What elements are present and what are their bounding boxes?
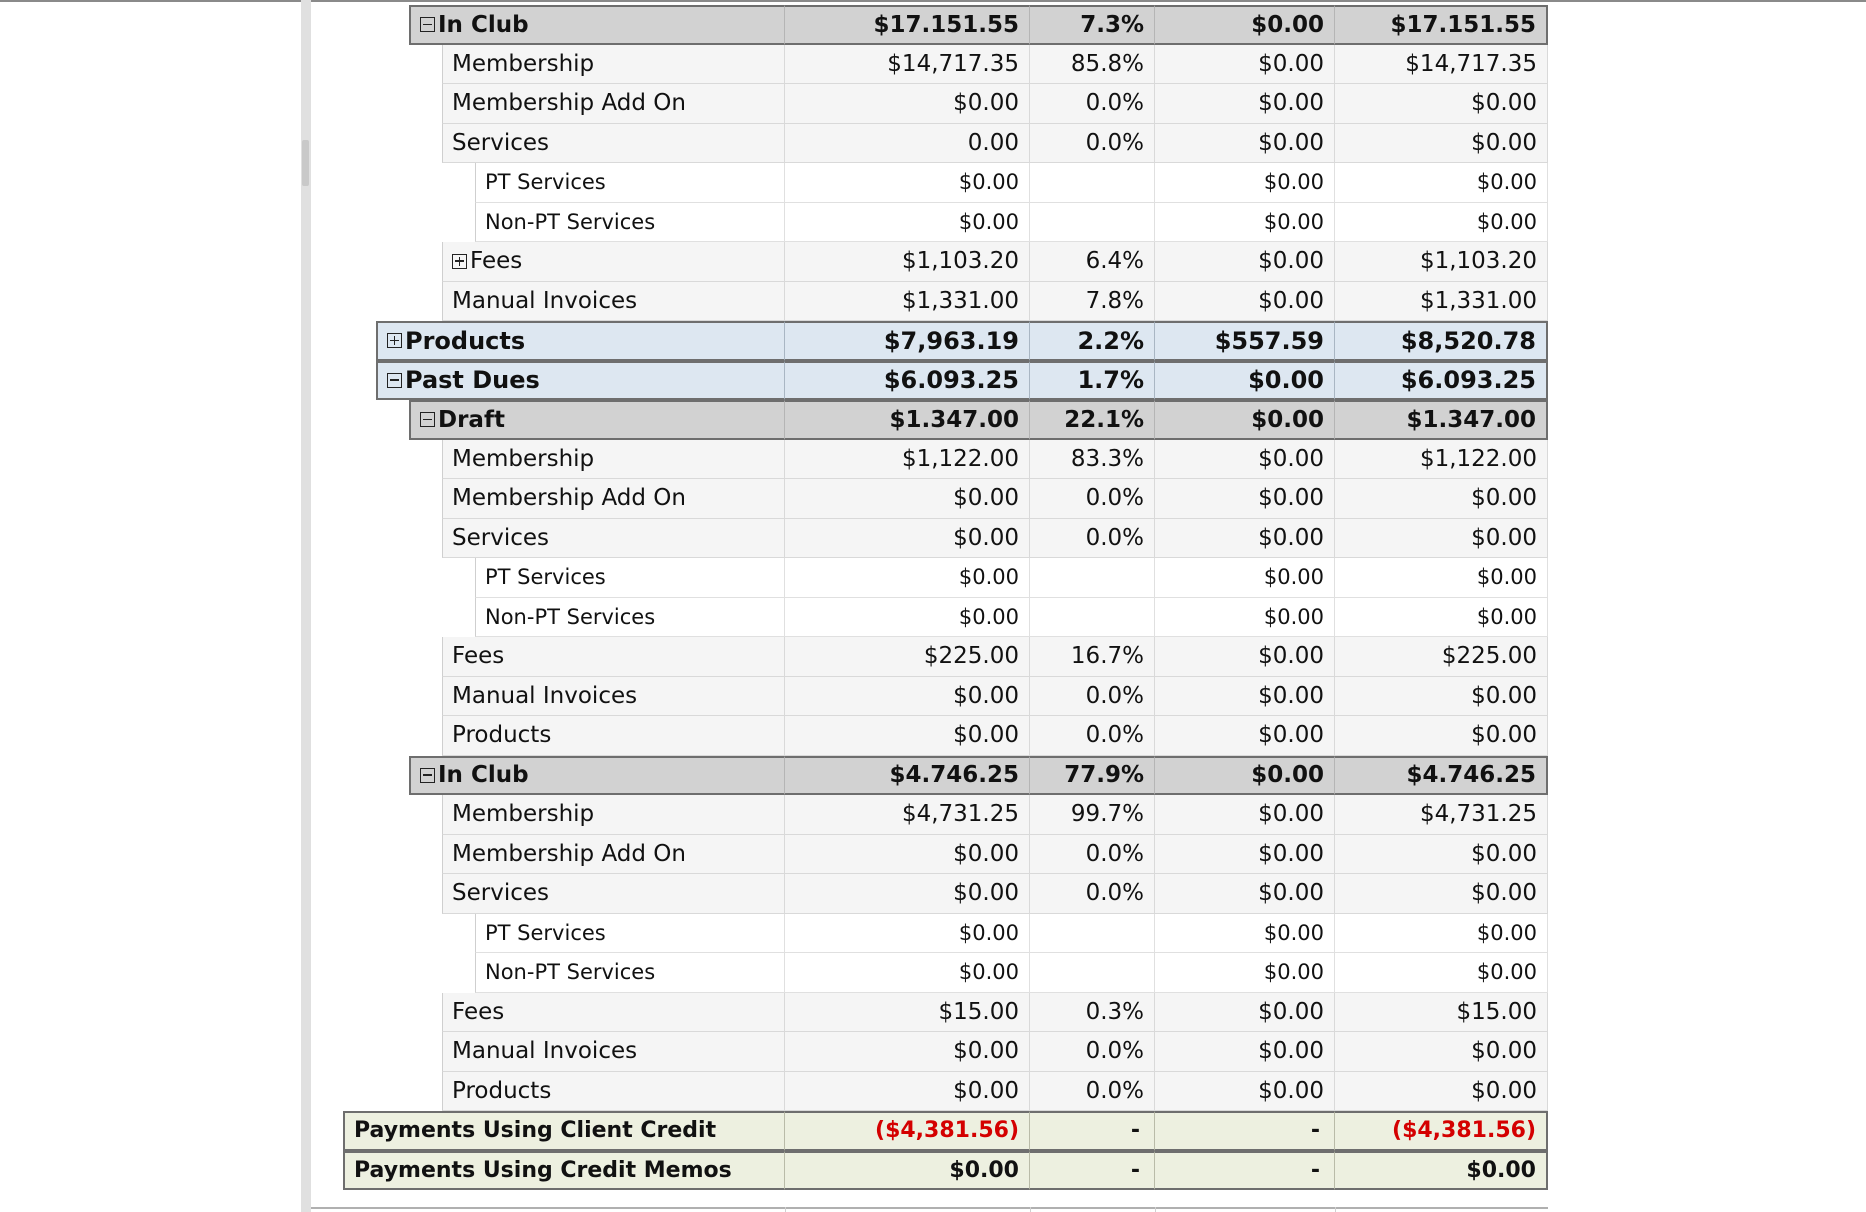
total-cell: $0.00 [1335, 874, 1548, 914]
adjustment-cell: $0.00 [1155, 124, 1335, 164]
percent-cell: 0.0% [1030, 124, 1155, 164]
item-row [0, 282, 1866, 322]
adjustment-cell: $0.00 [1155, 1032, 1335, 1072]
total-cell: $6.093.25 [1335, 361, 1548, 401]
percent-cell: 0.0% [1030, 874, 1155, 914]
row-label: Payments Using Credit Memos [354, 1157, 732, 1183]
percent-cell: - [1030, 1111, 1155, 1151]
total-cell: $14,717.35 [1335, 45, 1548, 85]
item-row [0, 45, 1866, 85]
column-divider-tick [785, 1207, 786, 1212]
adjustment-cell: $0.00 [1155, 756, 1335, 796]
value-cell: $14,717.35 [785, 45, 1030, 85]
total-cell: $0.00 [1335, 677, 1548, 717]
row-label-cell [442, 795, 785, 835]
total-cell: $0.00 [1335, 716, 1548, 756]
top-border [0, 0, 1866, 2]
total-cell: $1,331.00 [1335, 282, 1548, 322]
percent-cell [1030, 203, 1155, 243]
value-cell: $0.00 [785, 1032, 1030, 1072]
percent-cell: 0.3% [1030, 993, 1155, 1033]
row-label: Non-PT Services [485, 209, 656, 234]
percent-cell: 0.0% [1030, 519, 1155, 559]
group-row[interactable] [0, 756, 1866, 796]
row-label: Past Dues [405, 366, 540, 395]
adjustment-cell: - [1155, 1111, 1335, 1151]
row-label: Membership [452, 445, 595, 472]
row-label: Services [452, 880, 549, 907]
total-cell: $1.347.00 [1335, 400, 1548, 440]
percent-cell: 0.0% [1030, 835, 1155, 875]
adjustment-cell: $0.00 [1155, 282, 1335, 322]
adjustment-cell: $0.00 [1155, 479, 1335, 519]
row-label: Manual Invoices [452, 287, 638, 314]
row-label-cell [442, 637, 785, 677]
row-label: Membership [452, 801, 595, 828]
item-row [0, 637, 1866, 677]
total-cell: $4.746.25 [1335, 756, 1548, 796]
row-label: In Club [438, 762, 529, 789]
percent-cell: 6.4% [1030, 242, 1155, 282]
item-row [0, 835, 1866, 875]
row-label: Membership Add On [452, 840, 686, 867]
total-cell: $0.00 [1335, 1151, 1548, 1191]
row-label: Services [452, 524, 549, 551]
adjustment-cell: $0.00 [1155, 598, 1335, 638]
item-row [0, 874, 1866, 914]
percent-cell: 7.8% [1030, 282, 1155, 322]
total-cell: $1,122.00 [1335, 440, 1548, 480]
value-cell: $1.347.00 [785, 400, 1030, 440]
percent-cell [1030, 953, 1155, 993]
percent-cell: 22.1% [1030, 400, 1155, 440]
total-cell: $0.00 [1335, 163, 1548, 203]
total-cell: $0.00 [1335, 914, 1548, 954]
value-cell: $7,963.19 [785, 321, 1030, 361]
row-label: Products [405, 326, 526, 355]
row-label: Fees [470, 248, 523, 275]
row-label-cell [475, 598, 785, 638]
column-divider-tick [1030, 1207, 1031, 1212]
total-cell: $0.00 [1335, 519, 1548, 559]
adjustment-cell: $0.00 [1155, 716, 1335, 756]
adjustment-cell: $0.00 [1155, 400, 1335, 440]
row-label: Payments Using Client Credit [354, 1118, 717, 1144]
item-row [0, 1072, 1866, 1112]
percent-cell: 0.0% [1030, 1072, 1155, 1112]
total-cell: $0.00 [1335, 1072, 1548, 1112]
row-label: Products [452, 722, 552, 749]
total-cell: $8,520.78 [1335, 321, 1548, 361]
value-cell: $0.00 [785, 558, 1030, 598]
adjustment-cell: $0.00 [1155, 45, 1335, 85]
row-label-cell [442, 519, 785, 559]
value-cell: $0.00 [785, 203, 1030, 243]
item-row [0, 716, 1866, 756]
row-label-cell [475, 953, 785, 993]
item-row [0, 677, 1866, 717]
value-cell: $0.00 [785, 84, 1030, 124]
row-label-cell [475, 558, 785, 598]
percent-cell: 0.0% [1030, 84, 1155, 124]
item-row [0, 993, 1866, 1033]
value-cell: $17.151.55 [785, 5, 1030, 45]
adjustment-cell: $0.00 [1155, 361, 1335, 401]
total-cell: $0.00 [1335, 124, 1548, 164]
item-row[interactable] [0, 242, 1866, 282]
sub-row [0, 598, 1866, 638]
row-label-cell [475, 203, 785, 243]
row-label: Fees [452, 998, 505, 1025]
adjustment-cell: $0.00 [1155, 163, 1335, 203]
row-label-cell [442, 1072, 785, 1112]
pay-row [0, 1151, 1866, 1191]
value-cell: $1,103.20 [785, 242, 1030, 282]
percent-cell: 16.7% [1030, 637, 1155, 677]
row-label: Membership [452, 50, 595, 77]
percent-cell [1030, 914, 1155, 954]
row-label-cell [409, 756, 785, 796]
adjustment-cell: $0.00 [1155, 203, 1335, 243]
percent-cell: - [1030, 1151, 1155, 1191]
value-cell: $1,122.00 [785, 440, 1030, 480]
percent-cell: 77.9% [1030, 756, 1155, 796]
row-label-cell [343, 1111, 785, 1151]
adjustment-cell: $0.00 [1155, 835, 1335, 875]
percent-cell: 2.2% [1030, 321, 1155, 361]
row-label: PT Services [485, 565, 606, 590]
row-label-cell [409, 400, 785, 440]
row-label-cell [442, 84, 785, 124]
percent-cell [1030, 558, 1155, 598]
value-cell: 0.00 [785, 124, 1030, 164]
row-label-cell [475, 163, 785, 203]
total-cell: $17.151.55 [1335, 5, 1548, 45]
value-cell: $0.00 [785, 677, 1030, 717]
percent-cell [1030, 598, 1155, 638]
sub-row [0, 914, 1866, 954]
value-cell: $0.00 [785, 874, 1030, 914]
collapse-minus-icon[interactable] [420, 17, 435, 32]
adjustment-cell: $0.00 [1155, 440, 1335, 480]
row-label: PT Services [485, 170, 606, 195]
item-row [0, 440, 1866, 480]
sub-row [0, 558, 1866, 598]
total-cell: $225.00 [1335, 637, 1548, 677]
collapse-minus-icon[interactable] [387, 373, 402, 388]
value-cell: $0.00 [785, 163, 1030, 203]
percent-cell: 83.3% [1030, 440, 1155, 480]
value-cell: $0.00 [785, 519, 1030, 559]
total-cell: $0.00 [1335, 84, 1548, 124]
row-label-cell [409, 5, 785, 45]
percent-cell: 0.0% [1030, 716, 1155, 756]
row-label-cell [442, 282, 785, 322]
row-label: Manual Invoices [452, 1038, 638, 1065]
adjustment-cell: $0.00 [1155, 874, 1335, 914]
row-label-cell [442, 835, 785, 875]
pay-row [0, 1111, 1866, 1151]
value-cell: ($4,381.56) [785, 1111, 1030, 1151]
row-label: Fees [452, 643, 505, 670]
value-cell: $0.00 [785, 914, 1030, 954]
adjustment-cell: $0.00 [1155, 84, 1335, 124]
percent-cell: 99.7% [1030, 795, 1155, 835]
row-label-cell [442, 993, 785, 1033]
row-label-cell [475, 914, 785, 954]
row-label-cell [442, 716, 785, 756]
percent-cell [1030, 163, 1155, 203]
row-label: Membership Add On [452, 485, 686, 512]
column-divider-tick [1155, 1207, 1156, 1212]
value-cell: $0.00 [785, 953, 1030, 993]
row-label: Membership Add On [452, 90, 686, 117]
row-label-cell [442, 874, 785, 914]
expand-plus-icon[interactable] [387, 333, 402, 348]
item-row [0, 84, 1866, 124]
adjustment-cell: $0.00 [1155, 953, 1335, 993]
percent-cell: 1.7% [1030, 361, 1155, 401]
adjustment-cell: $0.00 [1155, 993, 1335, 1033]
item-row [0, 519, 1866, 559]
value-cell: $225.00 [785, 637, 1030, 677]
item-row [0, 124, 1866, 164]
adjustment-cell: $0.00 [1155, 5, 1335, 45]
percent-cell: 0.0% [1030, 677, 1155, 717]
expand-plus-icon[interactable] [452, 254, 467, 269]
sub-row [0, 163, 1866, 203]
total-cell: $1,103.20 [1335, 242, 1548, 282]
adjustment-cell: $0.00 [1155, 677, 1335, 717]
adjustment-cell: $0.00 [1155, 558, 1335, 598]
row-label-cell [376, 321, 785, 361]
adjustment-cell: $0.00 [1155, 242, 1335, 282]
row-label: In Club [438, 11, 529, 38]
row-label: Draft [438, 406, 505, 433]
total-cell: $0.00 [1335, 598, 1548, 638]
sub-row [0, 203, 1866, 243]
column-divider-tick [1335, 1207, 1336, 1212]
value-cell: $4.746.25 [785, 756, 1030, 796]
revenue-summary-table [0, 5, 1866, 1190]
value-cell: $15.00 [785, 993, 1030, 1033]
cat-row[interactable] [0, 361, 1866, 401]
adjustment-cell: $0.00 [1155, 637, 1335, 677]
total-cell: $0.00 [1335, 203, 1548, 243]
row-label: Non-PT Services [485, 960, 656, 985]
row-label-cell [442, 440, 785, 480]
row-label-cell [442, 242, 785, 282]
row-label-cell [442, 677, 785, 717]
adjustment-cell: $557.59 [1155, 321, 1335, 361]
total-cell: $0.00 [1335, 953, 1548, 993]
percent-cell: 85.8% [1030, 45, 1155, 85]
value-cell: $0.00 [785, 1072, 1030, 1112]
row-label-cell [442, 45, 785, 85]
adjustment-cell: $0.00 [1155, 795, 1335, 835]
row-label-cell [442, 479, 785, 519]
row-label: Services [452, 129, 549, 156]
row-label-cell [442, 124, 785, 164]
total-cell: $0.00 [1335, 479, 1548, 519]
sub-row [0, 953, 1866, 993]
row-label-cell [343, 1151, 785, 1191]
row-label-cell [376, 361, 785, 401]
cat-row[interactable] [0, 321, 1866, 361]
item-row [0, 479, 1866, 519]
percent-cell: 7.3% [1030, 5, 1155, 45]
value-cell: $6.093.25 [785, 361, 1030, 401]
value-cell: $0.00 [785, 716, 1030, 756]
percent-cell: 0.0% [1030, 1032, 1155, 1072]
adjustment-cell: $0.00 [1155, 519, 1335, 559]
group-row[interactable] [0, 400, 1866, 440]
collapse-minus-icon[interactable] [420, 412, 435, 427]
total-cell: $0.00 [1335, 558, 1548, 598]
total-cell: $0.00 [1335, 835, 1548, 875]
row-label-cell [442, 1032, 785, 1072]
row-label: Products [452, 1077, 552, 1104]
row-label: Manual Invoices [452, 682, 638, 709]
collapse-minus-icon[interactable] [420, 768, 435, 783]
value-cell: $0.00 [785, 598, 1030, 638]
value-cell: $0.00 [785, 1151, 1030, 1191]
total-cell: $0.00 [1335, 1032, 1548, 1072]
item-row [0, 795, 1866, 835]
total-cell: $4,731.25 [1335, 795, 1548, 835]
value-cell: $1,331.00 [785, 282, 1030, 322]
group-row[interactable] [0, 5, 1866, 45]
adjustment-cell: $0.00 [1155, 914, 1335, 954]
row-label: PT Services [485, 920, 606, 945]
percent-cell: 0.0% [1030, 479, 1155, 519]
value-cell: $0.00 [785, 479, 1030, 519]
value-cell: $4,731.25 [785, 795, 1030, 835]
row-label: Non-PT Services [485, 604, 656, 629]
total-cell: $15.00 [1335, 993, 1548, 1033]
table-bottom-border [311, 1207, 1548, 1209]
value-cell: $0.00 [785, 835, 1030, 875]
adjustment-cell: - [1155, 1151, 1335, 1191]
total-cell: ($4,381.56) [1335, 1111, 1548, 1151]
adjustment-cell: $0.00 [1155, 1072, 1335, 1112]
item-row [0, 1032, 1866, 1072]
